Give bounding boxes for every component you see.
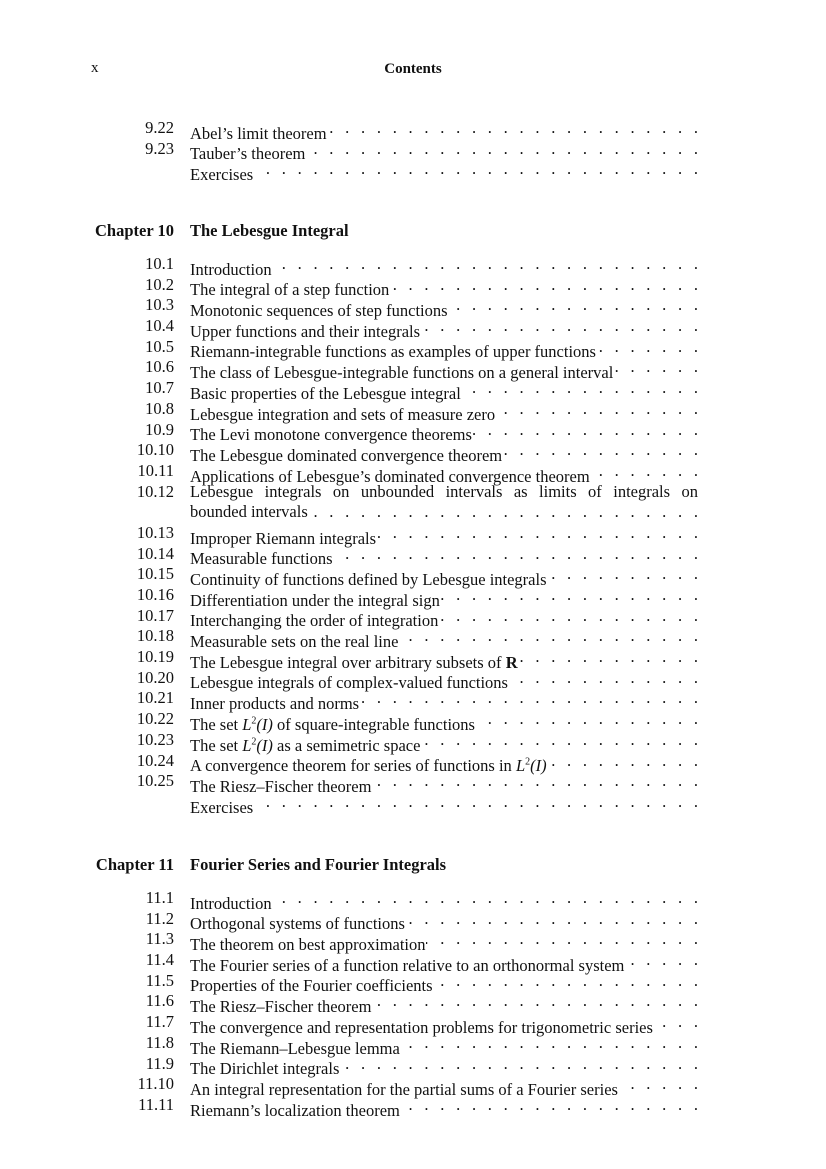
section-title: Abel’s limit theorem bbox=[190, 123, 327, 143]
section-number: 11.6 bbox=[145, 991, 174, 1011]
section-number: 11.10 bbox=[137, 1074, 174, 1094]
math-superscript: 2 bbox=[251, 715, 257, 727]
section-number: 10.14 bbox=[136, 543, 174, 563]
toc-entry bbox=[0, 378, 826, 403]
section-number: 10.16 bbox=[136, 585, 174, 605]
section-number: 10.18 bbox=[136, 626, 174, 646]
toc-entry bbox=[0, 908, 826, 934]
math-interval: (I) bbox=[256, 714, 273, 734]
toc-entry bbox=[0, 138, 826, 164]
dot-leader bbox=[461, 378, 698, 399]
title-text-post: of square-integrable functions bbox=[272, 714, 475, 734]
dot-leader bbox=[339, 1054, 698, 1075]
section-number: 11.4 bbox=[145, 950, 174, 970]
section-title: Introduction bbox=[190, 259, 272, 279]
section-title: Inner products and norms bbox=[190, 694, 360, 714]
dot-leader bbox=[333, 544, 699, 565]
section-title: The Riesz–Fischer theorem bbox=[190, 776, 372, 796]
section-number: 11.5 bbox=[145, 970, 174, 990]
section-title: The class of Lebesgue-integrable functions on a general interval bbox=[190, 363, 614, 383]
toc-entry bbox=[0, 336, 826, 362]
section-title: The theorem on best approximation bbox=[190, 935, 426, 955]
section-number: 10.3 bbox=[145, 295, 174, 315]
dot-leader bbox=[420, 316, 698, 337]
toc-entry bbox=[0, 792, 826, 817]
toc-entry bbox=[0, 626, 826, 652]
dot-leader bbox=[495, 399, 698, 420]
section-title: Basic properties of the Lebesgue integral bbox=[190, 383, 461, 403]
section-number: 9.23 bbox=[145, 138, 174, 158]
math-L: L bbox=[242, 735, 252, 755]
title-text-post: as a semimetric space bbox=[272, 735, 421, 755]
chapter-title: The Lebesgue Integral bbox=[190, 221, 349, 240]
math-superscript: 2 bbox=[251, 736, 257, 748]
section-number: 11.7 bbox=[145, 1012, 174, 1032]
toc-entry bbox=[0, 1074, 826, 1099]
section-number: 10.6 bbox=[145, 357, 174, 377]
toc-entry bbox=[0, 991, 826, 1017]
dot-leader bbox=[398, 626, 698, 647]
toc-entry bbox=[0, 118, 826, 143]
chapter-title: Fourier Series and Fourier Integrals bbox=[190, 855, 447, 874]
math-interval: (I) bbox=[256, 735, 273, 755]
dot-leader bbox=[426, 929, 698, 950]
math-superscript: 2 bbox=[525, 756, 531, 768]
section-number: 10.7 bbox=[145, 378, 174, 398]
section-number: 11.1 bbox=[145, 888, 174, 907]
section-number: 10.21 bbox=[136, 688, 174, 708]
chapter-heading bbox=[0, 855, 826, 879]
toc-entry bbox=[0, 460, 826, 486]
section-number: 10.2 bbox=[145, 274, 174, 294]
page-number: x bbox=[91, 60, 99, 76]
section-title-line2: bounded intervals bbox=[190, 502, 308, 522]
section-title: Measurable sets on the real line bbox=[190, 632, 399, 652]
dot-leader bbox=[272, 888, 698, 909]
toc-entry bbox=[0, 440, 826, 465]
dot-leader bbox=[420, 730, 698, 751]
title-text-pre: A convergence theorem for series of functions in bbox=[190, 756, 516, 776]
toc-entry bbox=[0, 159, 826, 185]
toc-entry bbox=[0, 929, 826, 955]
running-title: Contents bbox=[384, 61, 442, 77]
section-number: 10.24 bbox=[136, 750, 174, 770]
toc-entry bbox=[0, 688, 826, 714]
toc-entry bbox=[0, 585, 826, 610]
toc-entry bbox=[0, 316, 826, 341]
toc-entry bbox=[0, 398, 826, 424]
section-title: Lebesgue integrals of complex-valued functions bbox=[190, 673, 508, 693]
section-number: 10.22 bbox=[136, 709, 174, 729]
section-title: Introduction bbox=[190, 893, 272, 913]
dot-leader bbox=[371, 991, 698, 1012]
exercises-title: Exercises bbox=[190, 165, 254, 185]
toc-entry bbox=[0, 274, 826, 300]
section-number: 9.22 bbox=[145, 118, 174, 137]
math-interval: (I) bbox=[530, 756, 547, 776]
dot-leader bbox=[440, 585, 698, 606]
dot-leader bbox=[590, 461, 698, 482]
section-number: 11.11 bbox=[138, 1094, 174, 1114]
dot-leader bbox=[508, 668, 698, 689]
dot-leader bbox=[438, 606, 698, 627]
math-L: L bbox=[242, 714, 252, 734]
section-title: An integral representation for the partial sums of a Fourier series bbox=[190, 1079, 618, 1099]
toc-entry bbox=[0, 970, 826, 996]
dot-leader bbox=[253, 792, 698, 813]
dot-leader bbox=[405, 909, 698, 930]
section-title: Improper Riemann integrals bbox=[190, 528, 377, 548]
dot-leader bbox=[596, 337, 698, 358]
section-title: Lebesgue integration and sets of measure zero bbox=[190, 404, 496, 424]
section-number: 11.9 bbox=[145, 1053, 174, 1073]
dot-leader bbox=[448, 295, 698, 316]
toc-entry bbox=[0, 729, 826, 755]
dot-leader bbox=[618, 1074, 698, 1095]
toc-entry bbox=[0, 647, 826, 672]
chapter-10 bbox=[0, 221, 826, 817]
section-number: 10.17 bbox=[136, 605, 174, 625]
toc-entry bbox=[0, 750, 826, 776]
dot-leader bbox=[376, 523, 698, 544]
section-title: Differentiation under the integral sign bbox=[190, 590, 440, 610]
chapter-heading bbox=[0, 221, 826, 245]
section-title: The integral of a step function bbox=[190, 280, 390, 300]
section-number: 10.23 bbox=[136, 729, 174, 749]
section-title: The Riemann–Lebesgue lemma bbox=[190, 1038, 400, 1058]
dot-leader bbox=[400, 1033, 698, 1054]
toc-entry bbox=[0, 1032, 826, 1058]
section-title-line1: Lebesgue integrals on unbounded intervals as limits of integrals on bbox=[190, 481, 698, 501]
section-title: Monotonic sequences of step functions bbox=[190, 301, 448, 321]
dot-leader bbox=[613, 357, 698, 378]
toc-entry bbox=[0, 1094, 826, 1120]
exercises-title: Exercises bbox=[190, 797, 254, 817]
section-title: The Dirichlet integrals bbox=[190, 1059, 340, 1079]
section-title: Continuity of functions defined by Lebesgue integrals bbox=[190, 570, 547, 590]
section-number: 11.2 bbox=[145, 908, 174, 928]
title-text-pre: The set bbox=[190, 714, 243, 734]
toc-entry bbox=[0, 295, 826, 321]
dot-leader bbox=[653, 1012, 698, 1033]
section-number: 10.10 bbox=[136, 440, 174, 460]
toc-entry bbox=[0, 709, 826, 734]
dot-leader bbox=[547, 751, 698, 772]
section-number: 10.1 bbox=[145, 254, 174, 273]
toc-entry bbox=[0, 667, 826, 693]
chapter-label: Chapter 11 bbox=[95, 855, 174, 874]
real-numbers-symbol: R bbox=[505, 652, 518, 672]
toc-entry bbox=[0, 1012, 826, 1037]
toc-entry bbox=[0, 254, 826, 279]
chapter-label: Chapter 10 bbox=[95, 221, 174, 240]
section-title: The convergence and representation problems for trigonometric series bbox=[190, 1017, 653, 1037]
math-L: L bbox=[515, 756, 526, 776]
dot-leader bbox=[400, 1095, 698, 1116]
section-number: 10.25 bbox=[136, 771, 174, 791]
section-title: Riemann’s localization theorem bbox=[190, 1100, 400, 1120]
section-number: 10.11 bbox=[137, 460, 174, 480]
section-title: Interchanging the order of integration bbox=[190, 611, 439, 631]
dot-leader bbox=[472, 420, 698, 441]
dot-leader bbox=[389, 275, 698, 296]
dot-leader bbox=[518, 647, 698, 668]
section-title: Tauber’s theorem bbox=[190, 144, 306, 164]
toc-entry bbox=[0, 605, 826, 631]
toc-entry bbox=[0, 543, 826, 569]
dot-leader bbox=[475, 709, 698, 730]
section-number: 10.5 bbox=[145, 336, 174, 356]
section-title: The Fourier series of a function relative to an orthonormal system bbox=[190, 955, 625, 975]
dot-leader bbox=[624, 950, 698, 971]
toc-entry bbox=[0, 950, 826, 975]
toc-entry bbox=[0, 771, 826, 796]
dot-leader bbox=[359, 688, 698, 709]
dot-leader bbox=[272, 254, 698, 275]
toc-entry bbox=[0, 419, 826, 445]
section-title: Applications of Lebesgue’s dominated convergence theorem bbox=[190, 466, 590, 486]
toc-entry bbox=[0, 1053, 826, 1079]
section-title: Properties of the Fourier coefficients bbox=[190, 976, 433, 996]
section-number: 10.12 bbox=[136, 481, 174, 501]
section-title: The Levi monotone convergence theorems bbox=[190, 425, 472, 445]
section-title: Riemann-integrable functions as examples of upper functions bbox=[190, 342, 596, 362]
toc-entry bbox=[0, 888, 826, 913]
title-text-pre: The set bbox=[190, 735, 243, 755]
section-title: The Riesz–Fischer theorem bbox=[190, 997, 372, 1017]
section-number: 10.20 bbox=[136, 667, 174, 687]
dot-leader bbox=[308, 502, 698, 523]
toc-entry bbox=[0, 564, 826, 590]
dot-leader bbox=[547, 564, 698, 585]
dot-leader bbox=[253, 159, 698, 180]
section-title: Measurable functions bbox=[190, 549, 333, 569]
section-title: Orthogonal systems of functions bbox=[190, 914, 405, 934]
dot-leader bbox=[433, 971, 698, 992]
section-title: Upper functions and their integrals bbox=[190, 321, 421, 341]
chapter-9-tail bbox=[0, 118, 826, 185]
section-number: 10.9 bbox=[145, 419, 174, 439]
section-number: 10.13 bbox=[136, 522, 174, 542]
dot-leader bbox=[371, 771, 698, 792]
dot-leader bbox=[305, 139, 698, 160]
section-title-text: The Lebesgue integral over arbitrary subsets of bbox=[190, 652, 506, 672]
toc-entry bbox=[0, 482, 826, 523]
section-number: 10.19 bbox=[136, 647, 174, 667]
section-number: 10.15 bbox=[136, 564, 174, 584]
section-number: 11.8 bbox=[145, 1032, 174, 1052]
section-number: 11.3 bbox=[145, 929, 174, 949]
section-title: The Lebesgue dominated convergence theorem bbox=[190, 445, 503, 465]
section-number: 10.8 bbox=[145, 398, 174, 418]
dot-leader bbox=[502, 440, 698, 461]
section-number: 10.4 bbox=[145, 316, 174, 336]
toc-entry bbox=[0, 522, 826, 548]
dot-leader bbox=[327, 118, 698, 139]
chapter-11 bbox=[0, 855, 826, 1120]
toc-entry bbox=[0, 357, 826, 383]
